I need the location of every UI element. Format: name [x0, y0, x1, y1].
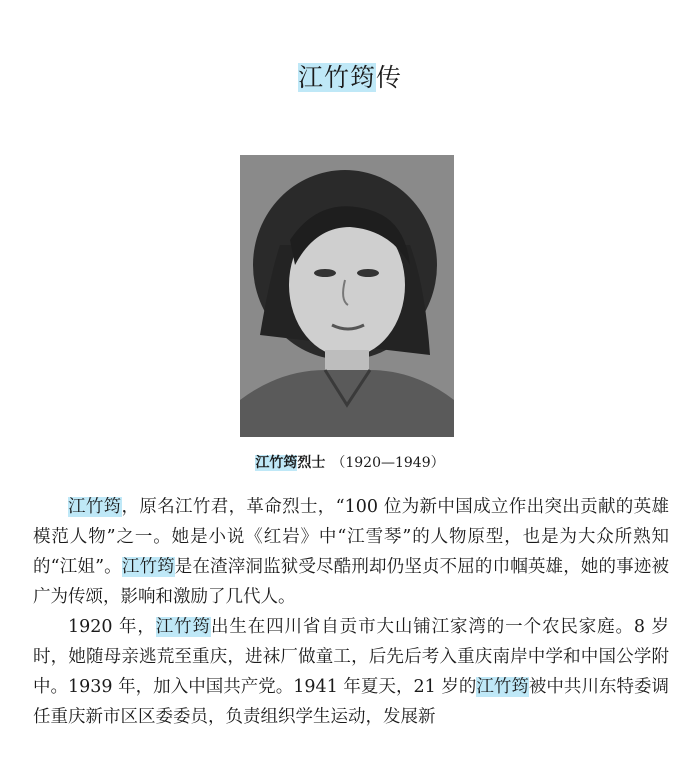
title-highlight: 江竹筠: [297, 63, 376, 92]
photo-caption: [0, 452, 700, 472]
caption-years: （1920—1949）: [331, 455, 445, 471]
name-highlight: 江竹筠: [121, 557, 175, 577]
portrait-photo: [240, 155, 454, 437]
paragraph-text: 1920 年，: [68, 617, 156, 637]
paragraph-text: ，原名江竹君，革命烈士，“100 位为新中国成立作出突出贡献的英雄模范人物”之一。她是小说《红岩》中“江雪琴”的人物原型，也是为大众所熟知的“江姐”。: [33, 497, 669, 577]
name-highlight: 江竹筠: [68, 497, 122, 517]
name-highlight: 江竹筠: [155, 617, 211, 637]
page-title: [0, 58, 700, 94]
paragraph-text: 被中共川东特委调任重庆新市区区委委员，负责组织学生运动，发展新: [33, 677, 670, 727]
paragraph-text: 出生在四川省自贡市大山铺江家湾的一个农民家庭。8 岁时，她随母亲逃荒至重庆，进袜厂做童工，后先后考入重庆南岸中学和中国公学附中。1939 年，加入中国共产党。1941 年夏天，21 岁的: [33, 617, 669, 697]
title-rest: 传: [376, 63, 403, 92]
paragraph-text: 是在渣滓洞监狱受尽酷刑却仍坚贞不屈的巾帼英雄，她的事迹被广为传颂，影响和激励了几代人。: [33, 557, 669, 607]
portrait-image: [240, 155, 454, 437]
caption-name: 江竹筠: [255, 455, 298, 471]
name-highlight: 江竹筠: [476, 677, 529, 697]
caption-title-suffix: 烈士: [297, 455, 326, 471]
paragraph-2: [33, 612, 669, 732]
paragraph-1: [33, 492, 669, 612]
article-body: [33, 492, 669, 732]
